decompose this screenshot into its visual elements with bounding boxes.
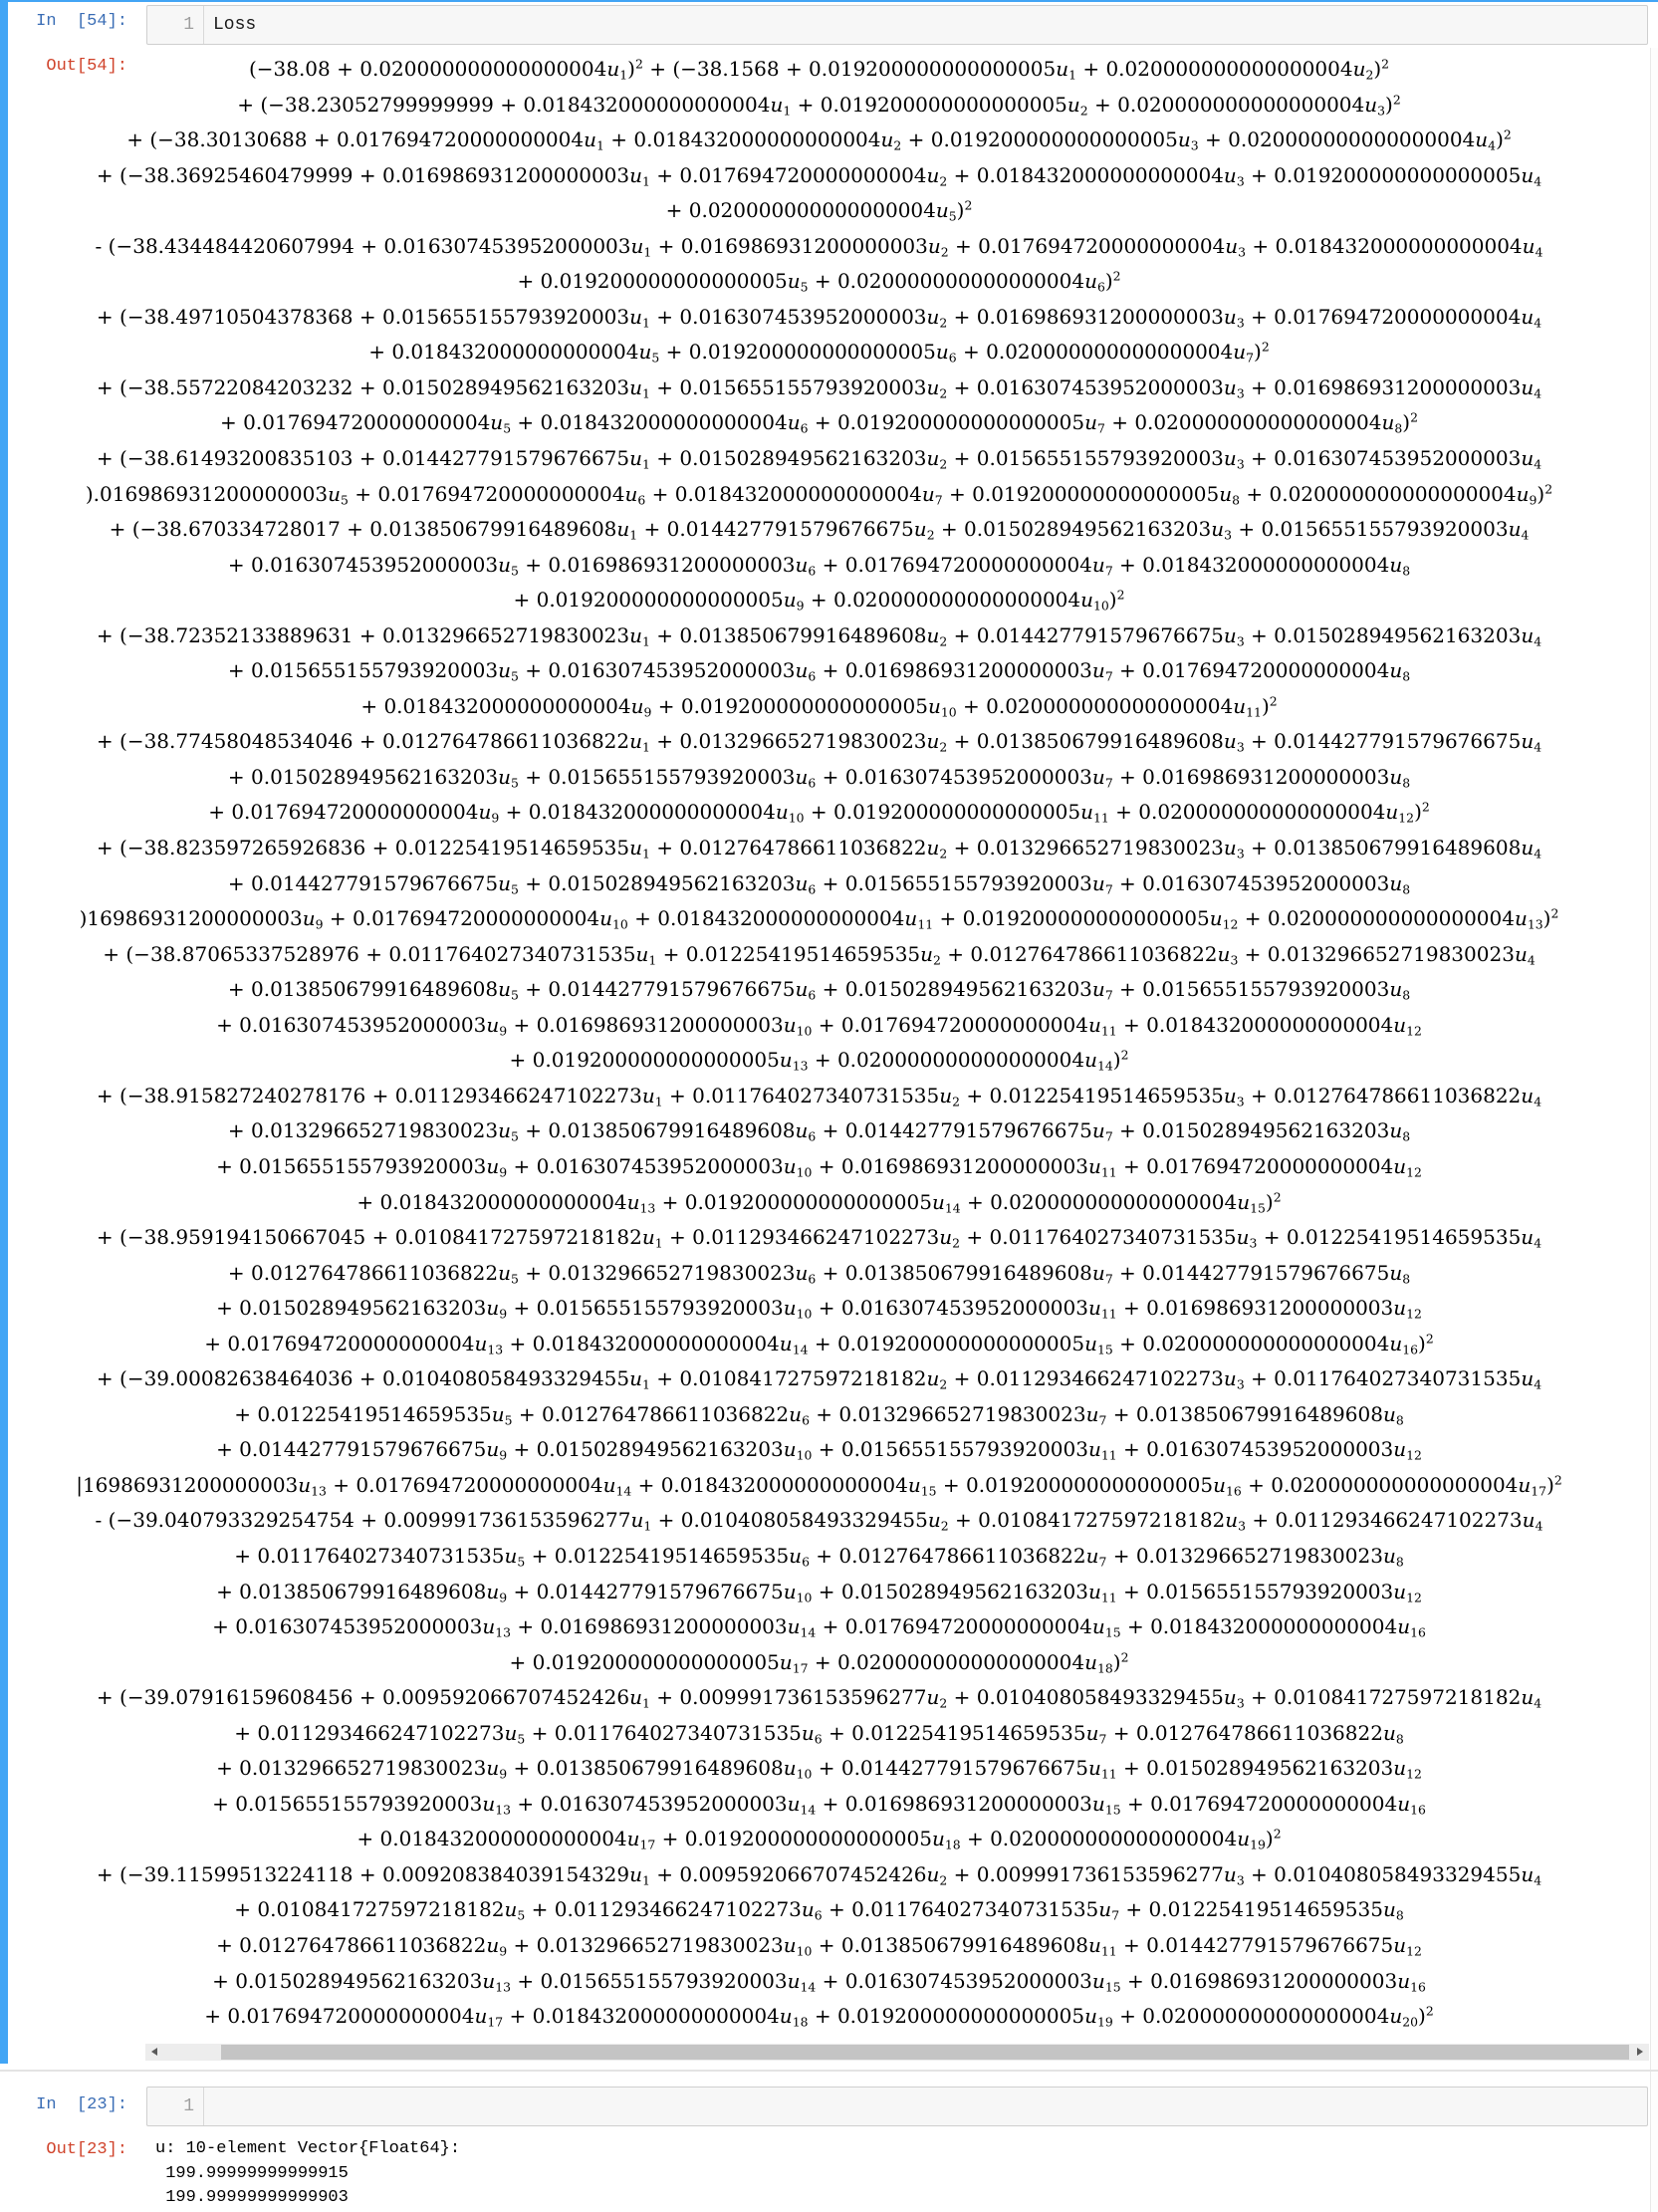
math-line: + ($-38.77458048534046 + 0.012764786611036822u_1 + 0.013296652719830023u_2 + 0.013850679916489608u_3 + 0.014427791579676675u_4$	[96, 729, 1542, 756]
vertical-scrollbar[interactable]	[1650, 48, 1658, 2212]
math-line: + $0.018432000000000004u_{17} + 0.019200000000000005u_{18} + 0.020000000000000004u_{19})^2$	[356, 1826, 1282, 1853]
math-line: + $0.015028949562163203u_5 + 0.015655155793920003u_6 + 0.016307453952000003u_7 + 0.016986931200000003u_8$	[227, 764, 1411, 791]
math-line: + $0.020000000000000004u_5)^2$	[665, 197, 973, 224]
math-line: + ($-38.823597265926836 + 0.01225419514659535u_1 + 0.012764786611036822u_2 + 0.013296652719830023u_3 + 0.013850679916489608u_4$	[96, 836, 1542, 861]
math-line: + $0.013296652719830023u_9 + 0.013850679916489608u_{10} + 0.014427791579676675u_{11} + 0.015028949562163203u_{12}$	[216, 1756, 1422, 1782]
code-input-54[interactable]	[146, 5, 1648, 45]
math-line: + $0.013296652719830023u_5 + 0.013850679916489608u_6 + 0.014427791579676675u_7 + 0.015028949562163203u_8$	[227, 1118, 1411, 1145]
math-line: + $0.014427791579676675u_5 + 0.015028949562163203u_6 + 0.015655155793920003u_7 + 0.016307453952000003u_8$	[227, 870, 1411, 897]
math-line: + ($-39.00082638464036 + 0.010408058493329455u_1 + 0.010841727597218182u_2 + 0.011293466247102273u_3 + 0.011764027340731535u_4$	[96, 1366, 1542, 1392]
line-number-gutter	[147, 2088, 204, 2125]
math-line: + $0.019200000000000005u_{13} + 0.020000000000000004u_{14})^2$	[509, 1047, 1129, 1075]
cell-divider	[0, 2070, 1658, 2072]
code-text	[204, 2088, 213, 2125]
math-line: + $0.011293466247102273u_5 + 0.011764027340731535u_6 + 0.01225419514659535u_7 + 0.012764786611036822u_8$	[234, 1720, 1404, 1747]
line-number: 1	[183, 15, 194, 35]
code-text: Loss	[213, 15, 257, 35]
math-line: + $0.016307453952000003u_9 + 0.016986931200000003u_{10} + 0.017694720000000004u_{11} + 0.018432000000000004u_{12}$	[216, 1012, 1422, 1039]
input-prompt-54: In [54]:	[36, 12, 127, 31]
math-line: + ($-38.55722084203232 + 0.015028949562163203u_1 + 0.015655155793920003u_2 + 0.016307453952000003u_3 + 0.016986931200000003u_4$	[96, 374, 1542, 401]
math-line: + ($-39.11599513224118 + 0.009208384039154329u_1 + 0.009592066707452426u_2 + 0.009991736153596277u_3 + 0.010408058493329455u_4$	[96, 1861, 1542, 1888]
vector-output-value: 199.99999999999915	[155, 2163, 349, 2183]
math-line: + $0.017694720000000004u_5 + 0.018432000000000004u_6 + 0.019200000000000005u_7 + 0.020000000000000004u_8)^2$	[220, 410, 1418, 437]
math-output	[0, 52, 1638, 2035]
math-line: - ($-38.434484420607994 + 0.016307453952000003u_1 + 0.016986931200000003u_2 + 0.017694720000000004u_3 + 0.018432000000000004u_4$	[95, 233, 1543, 260]
math-line: )$.016986931200000003u_5 + 0.017694720000000004u_6 + 0.018432000000000004u_7 + 0.019200000000000005u_8 + 0.020000000000000004u_9)^2$	[85, 481, 1553, 508]
selected-cell-top-border	[0, 0, 1658, 2]
math-line: + ($-38.61493200835103 + 0.014427791579676675u_1 + 0.015028949562163203u_2 + 0.015655155793920003u_3 + 0.016307453952000003u_4$	[96, 446, 1542, 472]
math-line: + $0.011764027340731535u_5 + 0.01225419514659535u_6 + 0.012764786611036822u_7 + 0.013296652719830023u_8$	[234, 1543, 1404, 1570]
math-line: + $0.019200000000000005u_5 + 0.020000000000000004u_6)^2$	[517, 268, 1121, 295]
math-line: + ($-38.959194150667045 + 0.010841727597218182u_1 + 0.011293466247102273u_2 + 0.011764027340731535u_3 + 0.01225419514659535u_4$	[96, 1225, 1542, 1251]
vector-output-header: u: 10-element Vector{Float64}:	[155, 2139, 461, 2158]
math-line: + $0.015028949562163203u_{13} + 0.015655155793920003u_{14} + 0.016307453952000003u_{15} + 0.016986931200000003u_{16}$	[212, 1968, 1426, 1995]
math-line: + $(-38.23052799999999 + 0.018432000000000004u_1 + 0.019200000000000005u_2 + 0.020000000000000004u_3)^2$	[237, 92, 1401, 119]
math-line: + $0.015655155793920003u_{13} + 0.016307453952000003u_{14} + 0.016986931200000003u_{15} + 0.017694720000000004u_{16}$	[212, 1791, 1426, 1818]
math-line: + ($-39.07916159608456 + 0.009592066707452426u_1 + 0.009991736153596277u_2 + 0.010408058493329455u_3 + 0.010841727597218182u_4$	[96, 1685, 1542, 1711]
math-line: + ($-38.915827240278176 + 0.011293466247102273u_1 + 0.011764027340731535u_2 + 0.01225419514659535u_3 + 0.012764786611036822u_4$	[96, 1083, 1542, 1109]
math-line: + $0.016307453952000003u_{13} + 0.016986931200000003u_{14} + 0.017694720000000004u_{15} + 0.018432000000000004u_{16}$	[212, 1614, 1426, 1640]
math-line: + $0.013850679916489608u_9 + 0.014427791579676675u_{10} + 0.015028949562163203u_{11} + 0.015655155793920003u_{12}$	[216, 1579, 1422, 1605]
math-line: + $0.018432000000000004u_{13} + 0.019200000000000005u_{14} + 0.020000000000000004u_{15})^2$	[356, 1189, 1282, 1216]
math-line: - ($-39.040793329254754 + 0.009991736153596277u_1 + 0.010408058493329455u_2 + 0.010841727597218182u_3 + 0.011293466247102273u_4$	[95, 1508, 1543, 1535]
math-line: + $0.01225419514659535u_5 + 0.012764786611036822u_6 + 0.013296652719830023u_7 + 0.013850679916489608u_8$	[234, 1401, 1404, 1428]
vector-output	[155, 2137, 460, 2211]
math-line: + ($-38.72352133889631 + 0.013296652719830023u_1 + 0.013850679916489608u_2 + 0.014427791579676675u_3 + 0.015028949562163203u_4$	[96, 622, 1542, 649]
vector-output-value: 199.99999999999903	[155, 2188, 349, 2207]
math-line: $(-38.08 + 0.020000000000000004u_1)^2 + (-38.1568 + 0.019200000000000005u_1 + 0.020000000000000004u_2)^2$	[248, 56, 1390, 83]
math-line: + $0.010841727597218182u_5 + 0.011293466247102273u_6 + 0.011764027340731535u_7 + 0.01225419514659535u_8$	[234, 1897, 1404, 1924]
code-input-23[interactable]	[146, 2087, 1648, 2126]
math-line: + $0.012764786611036822u_5 + 0.013296652719830023u_6 + 0.013850679916489608u_7 + 0.014427791579676675u_8$	[227, 1260, 1411, 1287]
line-number: 1	[183, 2096, 194, 2116]
math-line: )$16986931200000003u_9 + 0.017694720000000004u_{10} + 0.018432000000000004u_{11} + 0.019200000000000005u_{12} + 0.020000000000000004u_{13})^2$	[79, 905, 1559, 932]
math-line: + $0.017694720000000004u_{17} + 0.018432000000000004u_{18} + 0.019200000000000005u_{19} + 0.020000000000000004u_{20})^2$	[204, 2003, 1434, 2030]
line-number-gutter	[147, 6, 204, 44]
output-prompt-54: Out[54]:	[46, 57, 127, 76]
math-line: + ($-38.49710504378368 + 0.015655155793920003u_1 + 0.016307453952000003u_2 + 0.016986931200000003u_3 + 0.017694720000000004u_4$	[96, 304, 1542, 331]
math-line: + $0.012764786611036822u_9 + 0.013296652719830023u_{10} + 0.013850679916489608u_{11} + 0.014427791579676675u_{12}$	[216, 1932, 1422, 1959]
math-line: + $0.017694720000000004u_9 + 0.018432000000000004u_{10} + 0.019200000000000005u_{11} + 0.020000000000000004u_{12})^2$	[208, 800, 1430, 827]
math-line: + $0.015028949562163203u_9 + 0.015655155793920003u_{10} + 0.016307453952000003u_{11} + 0.016986931200000003u_{12}$	[216, 1296, 1422, 1322]
input-prompt-23: In [23]:	[36, 2095, 127, 2114]
scroll-right-arrow-icon[interactable]	[1637, 2048, 1643, 2056]
math-line: + $0.013850679916489608u_5 + 0.014427791579676675u_6 + 0.015028949562163203u_7 + 0.015655155793920003u_8$	[227, 977, 1411, 1003]
math-line: + $0.018432000000000004u_5 + 0.019200000000000005u_6 + 0.020000000000000004u_7)^2$	[368, 339, 1270, 367]
scroll-left-arrow-icon[interactable]	[151, 2048, 157, 2056]
math-line: + $0.016307453952000003u_5 + 0.016986931200000003u_6 + 0.017694720000000004u_7 + 0.018432000000000004u_8$	[227, 552, 1411, 579]
math-line: + $0.019200000000000005u_{17} + 0.020000000000000004u_{18})^2$	[509, 1649, 1129, 1676]
math-line: + $0.015655155793920003u_5 + 0.016307453952000003u_6 + 0.016986931200000003u_7 + 0.017694720000000004u_8$	[227, 658, 1411, 685]
output-prompt-23: Out[23]:	[46, 2140, 127, 2159]
math-line: + $(-38.30130688 + 0.017694720000000004u_1 + 0.018432000000000004u_2 + 0.019200000000000005u_3 + 0.020000000000000004u_4)^2$	[126, 126, 1512, 153]
math-line: + $0.018432000000000004u_9 + 0.019200000000000005u_{10} + 0.020000000000000004u_{11})^2$	[360, 693, 1278, 720]
math-line: + $0.019200000000000005u_9 + 0.020000000000000004u_{10})^2$	[513, 587, 1125, 614]
scrollbar-thumb[interactable]	[221, 2045, 1629, 2060]
math-line: + ($-38.36925460479999 + 0.016986931200000003u_1 + 0.017694720000000004u_2 + 0.018432000000000004u_3 + 0.019200000000000005u_4$	[96, 162, 1542, 189]
math-line: + $0.015655155793920003u_9 + 0.016307453952000003u_{10} + 0.016986931200000003u_{11} + 0.017694720000000004u_{12}$	[216, 1153, 1422, 1180]
math-line: + ($-38.670334728017 + 0.013850679916489608u_1 + 0.014427791579676675u_2 + 0.015028949562163203u_3 + 0.015655155793920003u_4$	[109, 517, 1530, 543]
math-line: + $0.014427791579676675u_9 + 0.015028949562163203u_{10} + 0.015655155793920003u_{11} + 0.016307453952000003u_{12}$	[216, 1437, 1422, 1464]
math-line: $|16986931200000003u_{13} + 0.017694720000000004u_{14} + 0.018432000000000004u_{15} + 0.019200000000000005u_{16} + 0.020000000000000004u_{17})^2$	[76, 1472, 1562, 1499]
math-line: + $0.017694720000000004u_{13} + 0.018432000000000004u_{14} + 0.019200000000000005u_{15} + 0.020000000000000004u_{16})^2$	[204, 1331, 1434, 1357]
horizontal-scrollbar[interactable]	[145, 2044, 1649, 2061]
math-line: + ($-38.87065337528976 + 0.011764027340731535u_1 + 0.01225419514659535u_2 + 0.012764786611036822u_3 + 0.013296652719830023u_4$	[103, 941, 1536, 968]
